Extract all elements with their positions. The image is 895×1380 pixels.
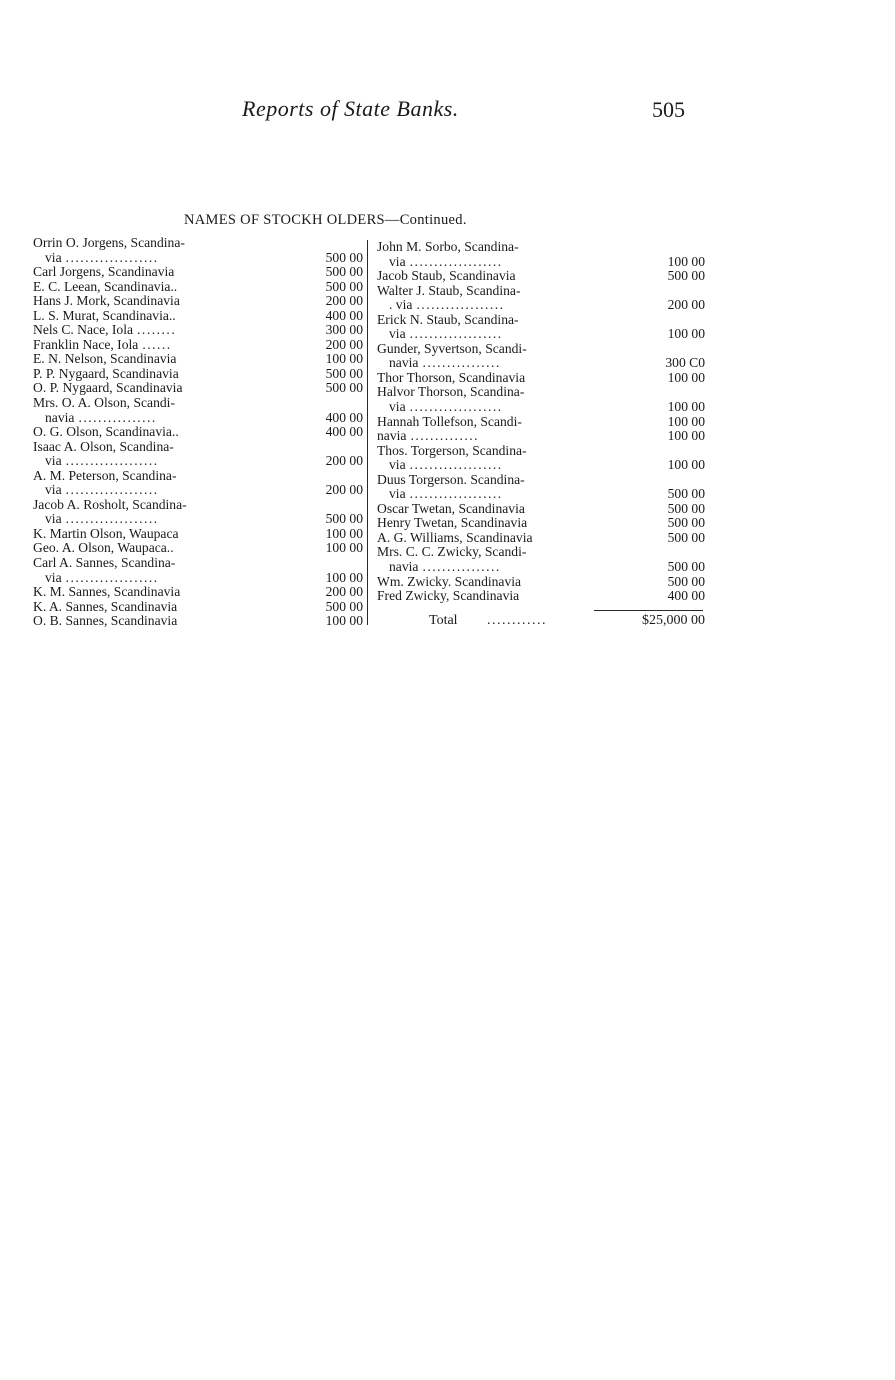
stockholder-name-line: K. A. Sannes, Scandinavia	[33, 598, 178, 614]
leader-dots: ..................	[416, 297, 505, 313]
share-amount: 100 00	[325, 613, 363, 629]
stockholder-name-line: Orrin O. Jorgens, Scandina-	[33, 235, 185, 250]
stockholder-name-line: P. P. Nygaard, Scandinavia	[33, 365, 179, 381]
leader-dots: ...................	[65, 569, 159, 585]
stockholder-entry	[377, 429, 705, 444]
share-amount: 500 00	[667, 486, 705, 502]
share-amount: 400 00	[325, 424, 363, 440]
stockholder-name-line: Halvor Thorson, Scandina-	[377, 384, 525, 400]
share-amount: 500 00	[325, 598, 363, 614]
share-amount: 100 00	[325, 569, 363, 585]
stockholder-entry	[33, 600, 363, 615]
stockholder-entry	[377, 269, 705, 284]
stockholder-name-line: Wm. Zwicky. Scandinavia	[377, 573, 522, 589]
leader-dots: ...................	[65, 453, 159, 469]
stockholder-entry	[377, 284, 705, 313]
stockholder-name-line: O. G. Olson, Scandinavia..	[33, 424, 179, 440]
stockholder-name-line: A. G. Williams, Scandinavia	[377, 529, 533, 545]
stockholder-name-line: navia	[389, 355, 419, 371]
share-amount: 500 00	[325, 264, 363, 280]
share-amount: 200 00	[325, 482, 363, 498]
share-amount: 100 00	[667, 413, 705, 429]
stockholder-name-line: O. P. Nygaard, Scandinavia	[33, 380, 183, 396]
stockholder-entry	[377, 415, 705, 430]
share-amount: 200 00	[667, 297, 705, 313]
leader-dots: ................	[78, 409, 157, 425]
section-title: NAMES OF STOCKH OLDERS—Continued.	[184, 212, 467, 228]
stockholder-entry	[33, 396, 363, 425]
stockholder-entry	[33, 498, 363, 527]
stockholder-name-line: via	[389, 457, 406, 473]
stockholder-name-line: via	[45, 482, 62, 498]
total-rule	[594, 610, 703, 611]
stockholder-entry	[33, 294, 363, 309]
stockholder-name-line: Mrs. O. A. Olson, Scandi-	[33, 395, 175, 411]
share-amount: 100 00	[667, 369, 705, 385]
stockholder-name-line: via	[45, 569, 62, 585]
leader-dots: ...................	[65, 249, 159, 265]
leader-dots: ...................	[409, 486, 503, 502]
stockholder-name-line: via	[45, 511, 62, 527]
stockholder-entry	[377, 385, 705, 414]
stockholder-name-line: Fred Zwicky, Scandinavia	[377, 588, 520, 604]
stockholder-entry	[33, 440, 363, 469]
stockholder-entry	[377, 545, 705, 574]
stockholder-name-line: Jacob A. Rosholt, Scandina-	[33, 496, 187, 512]
stockholder-entry	[33, 236, 363, 265]
stockholder-name-line: Carl A. Sannes, Scandina-	[33, 555, 176, 571]
stockholder-name-line: Hans J. Mork, Scandinavia	[33, 293, 180, 309]
stockholder-entry	[33, 556, 363, 585]
share-amount: 500 00	[667, 529, 705, 545]
share-amount: 100 00	[667, 399, 705, 415]
stockholder-name-line: . via	[389, 297, 413, 313]
share-amount: 200 00	[325, 336, 363, 352]
total-label: Total	[429, 613, 458, 628]
share-amount: 100 00	[325, 525, 363, 541]
stockholder-name-line: Carl Jorgens, Scandinavia	[33, 264, 175, 280]
stockholder-entry	[33, 527, 363, 542]
stockholder-entry	[33, 265, 363, 280]
stockholder-name-line: navia	[377, 428, 407, 444]
total-leader-dots: ............	[487, 613, 547, 628]
stockholder-name-line: Walter J. Staub, Scandina-	[377, 282, 521, 298]
stockholder-entry	[377, 240, 705, 269]
stockholder-name-line: A. M. Peterson, Scandina-	[33, 467, 177, 483]
stockholder-name-line: K. M. Sannes, Scandinavia	[33, 584, 181, 600]
stockholder-entry	[33, 469, 363, 498]
share-amount: 100 00	[667, 253, 705, 269]
share-amount: 300 C0	[665, 355, 705, 371]
stockholder-entry	[33, 614, 363, 629]
column-divider	[367, 240, 368, 625]
share-amount: 500 00	[325, 380, 363, 396]
share-amount: 500 00	[325, 365, 363, 381]
leader-dots: ...................	[409, 399, 503, 415]
stockholder-name-line: Duus Torgerson. Scandina-	[377, 471, 525, 487]
stockholder-entry	[377, 313, 705, 342]
share-amount: 500 00	[325, 249, 363, 265]
stockholder-name-line: Oscar Twetan, Scandinavia	[377, 500, 525, 516]
leader-dots: ......	[142, 336, 172, 352]
stockholder-entry	[33, 381, 363, 396]
leader-dots: ...................	[65, 511, 159, 527]
stockholder-name-line: via	[389, 253, 406, 269]
share-amount: 400 00	[325, 409, 363, 425]
leader-dots: ...................	[409, 253, 503, 269]
share-amount: 400 00	[667, 588, 705, 604]
stockholder-entry	[377, 531, 705, 546]
stockholder-entry	[377, 444, 705, 473]
stockholder-entry	[33, 280, 363, 295]
stockholder-entry	[33, 367, 363, 382]
share-amount: 200 00	[325, 584, 363, 600]
stockholder-entry	[377, 516, 705, 531]
leader-dots: ................	[422, 559, 501, 575]
share-amount: 500 00	[667, 515, 705, 531]
page-number: 505	[652, 97, 685, 122]
share-amount: 100 00	[325, 540, 363, 556]
stockholder-entry	[377, 473, 705, 502]
stockholder-name-line: E. N. Nelson, Scandinavia	[33, 351, 177, 367]
share-amount: 500 00	[667, 268, 705, 284]
stockholder-name-line: via	[389, 486, 406, 502]
stockholder-name-line: Henry Twetan, Scandinavia	[377, 515, 528, 531]
stockholder-entry	[33, 425, 363, 440]
stockholder-name-line: Jacob Staub, Scandinavia	[377, 268, 516, 284]
stockholder-entry	[33, 323, 363, 338]
share-amount: 200 00	[325, 453, 363, 469]
stockholder-name-line: Thor Thorson, Scandinavia	[377, 369, 526, 385]
stockholder-entry	[377, 342, 705, 371]
stockholder-name-line: Geo. A. Olson, Waupaca..	[33, 540, 174, 556]
share-amount: 500 00	[325, 278, 363, 294]
stockholder-entry	[377, 371, 705, 386]
total-row	[377, 613, 705, 629]
stockholder-name-line: John M. Sorbo, Scandina-	[377, 239, 519, 254]
leader-dots: ...................	[65, 482, 159, 498]
stockholder-name-line: Gunder, Syvertson, Scandi-	[377, 340, 527, 356]
stockholder-name-line: L. S. Murat, Scandinavia..	[33, 307, 176, 323]
share-amount: 500 00	[325, 511, 363, 527]
stockholder-entry	[377, 575, 705, 590]
share-amount: 300 00	[325, 322, 363, 338]
stockholder-entry	[33, 541, 363, 556]
stockholder-name-line: Hannah Tollefson, Scandi-	[377, 413, 522, 429]
leader-dots: ..............	[410, 428, 480, 444]
stockholder-entry	[33, 338, 363, 353]
total-amount: $25,000 00	[642, 613, 705, 628]
stockholder-name-line: K. Martin Olson, Waupaca	[33, 525, 179, 541]
stockholder-name-line: Thos. Torgerson, Scandina-	[377, 442, 527, 458]
stockholder-name-line: via	[389, 399, 406, 415]
share-amount: 100 00	[667, 428, 705, 444]
stockholder-name-line: via	[389, 326, 406, 342]
share-amount: 500 00	[667, 573, 705, 589]
leader-dots: ...................	[409, 457, 503, 473]
stockholder-entry	[377, 589, 705, 604]
stockholder-entry	[33, 352, 363, 367]
share-amount: 100 00	[325, 351, 363, 367]
stockholder-entry	[377, 502, 705, 517]
share-amount: 100 00	[667, 326, 705, 342]
leader-dots: ................	[422, 355, 501, 371]
stockholders-right-column	[377, 240, 705, 604]
stockholder-name-line: navia	[389, 559, 419, 575]
stockholder-name-line: Isaac A. Olson, Scandina-	[33, 438, 174, 454]
stockholders-left-column	[33, 236, 363, 629]
running-header-title: Reports of State Banks.	[242, 96, 459, 121]
share-amount: 500 00	[667, 500, 705, 516]
stockholder-name-line: Nels C. Nace, Iola	[33, 322, 134, 338]
stockholder-name-line: via	[45, 249, 62, 265]
stockholder-name-line: E. C. Leean, Scandinavia..	[33, 278, 178, 294]
share-amount: 100 00	[667, 457, 705, 473]
stockholder-entry	[33, 585, 363, 600]
stockholder-name-line: Mrs. C. C. Zwicky, Scandi-	[377, 544, 527, 560]
stockholder-name-line: Erick N. Staub, Scandina-	[377, 311, 519, 327]
stockholder-name-line: O. B. Sannes, Scandinavia	[33, 613, 178, 629]
leader-dots: ........	[137, 322, 177, 338]
share-amount: 400 00	[325, 307, 363, 323]
stockholder-name-line: Franklin Nace, Iola	[33, 336, 139, 352]
leader-dots: ...................	[409, 326, 503, 342]
share-amount: 200 00	[325, 293, 363, 309]
stockholder-name-line: navia	[45, 409, 75, 425]
share-amount: 500 00	[667, 559, 705, 575]
stockholder-name-line: via	[45, 453, 62, 469]
stockholder-entry	[33, 309, 363, 324]
